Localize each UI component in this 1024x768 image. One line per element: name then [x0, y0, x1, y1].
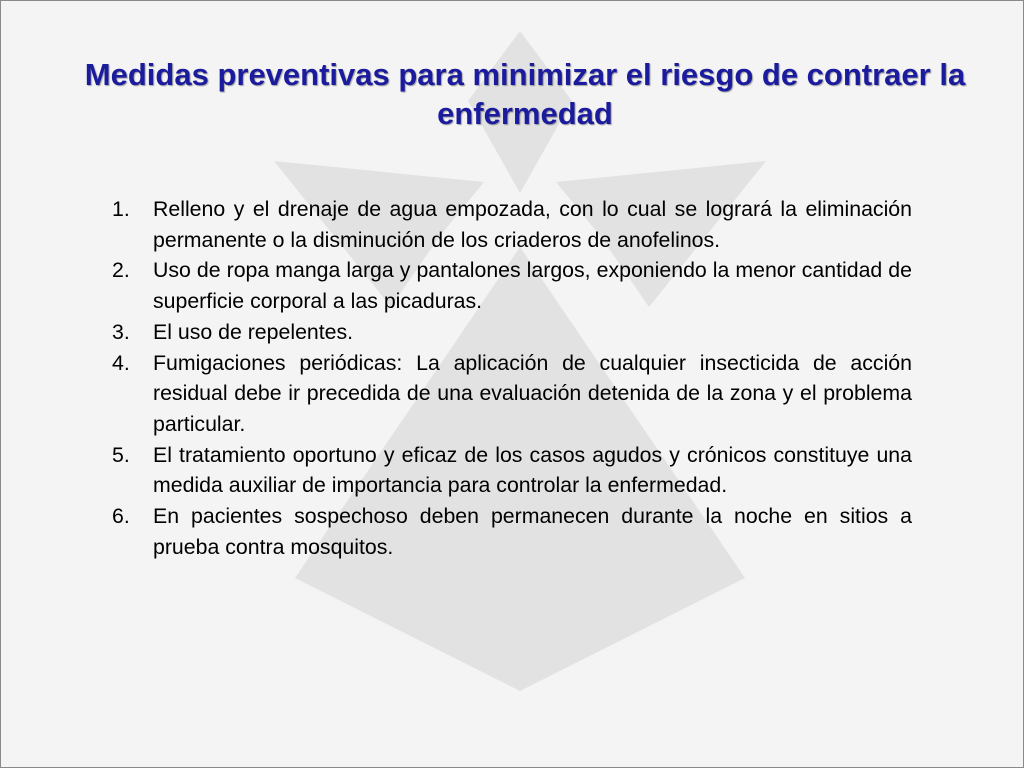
list-item — [112, 348, 912, 440]
list-item — [112, 194, 912, 255]
list-item — [112, 440, 912, 501]
item-number: 4. — [112, 350, 130, 375]
item-number: 5. — [112, 442, 130, 467]
item-number: 3. — [112, 319, 130, 344]
list-item — [112, 317, 912, 348]
item-text: El uso de repelentes. — [153, 319, 354, 344]
item-text: Relleno y el drenaje de agua empozada, con lo cual se logrará la eliminación permanente o la disminución de los criaderos de anofelinos. — [153, 197, 912, 252]
item-text: Fumigaciones periódicas: La aplicación de cualquier insecticida de acción residual debe ir precedida de una evaluación detenida de la zona y el problema particular. — [153, 350, 912, 436]
list-item — [112, 501, 912, 562]
item-number: 6. — [112, 504, 130, 529]
item-text: En pacientes sospechoso deben permanecen durante la noche en sitios a prueba contra mosquitos. — [153, 504, 912, 559]
item-number: 2. — [112, 258, 130, 283]
item-text: El tratamiento oportuno y eficaz de los casos agudos y crónicos constituye una medida auxiliar de importancia para controlar la enfermedad. — [153, 442, 912, 498]
item-number: 1. — [112, 197, 130, 221]
slide-title: Medidas preventivas para minimizar el riesgo de contraer la enfermedad — [84, 57, 966, 131]
item-text: Uso de ropa manga larga y pantalones largos, exponiendo la menor cantidad de superficie corporal a las picaduras. — [153, 258, 912, 314]
list-item — [112, 255, 912, 316]
prevention-measures-list — [112, 194, 912, 562]
